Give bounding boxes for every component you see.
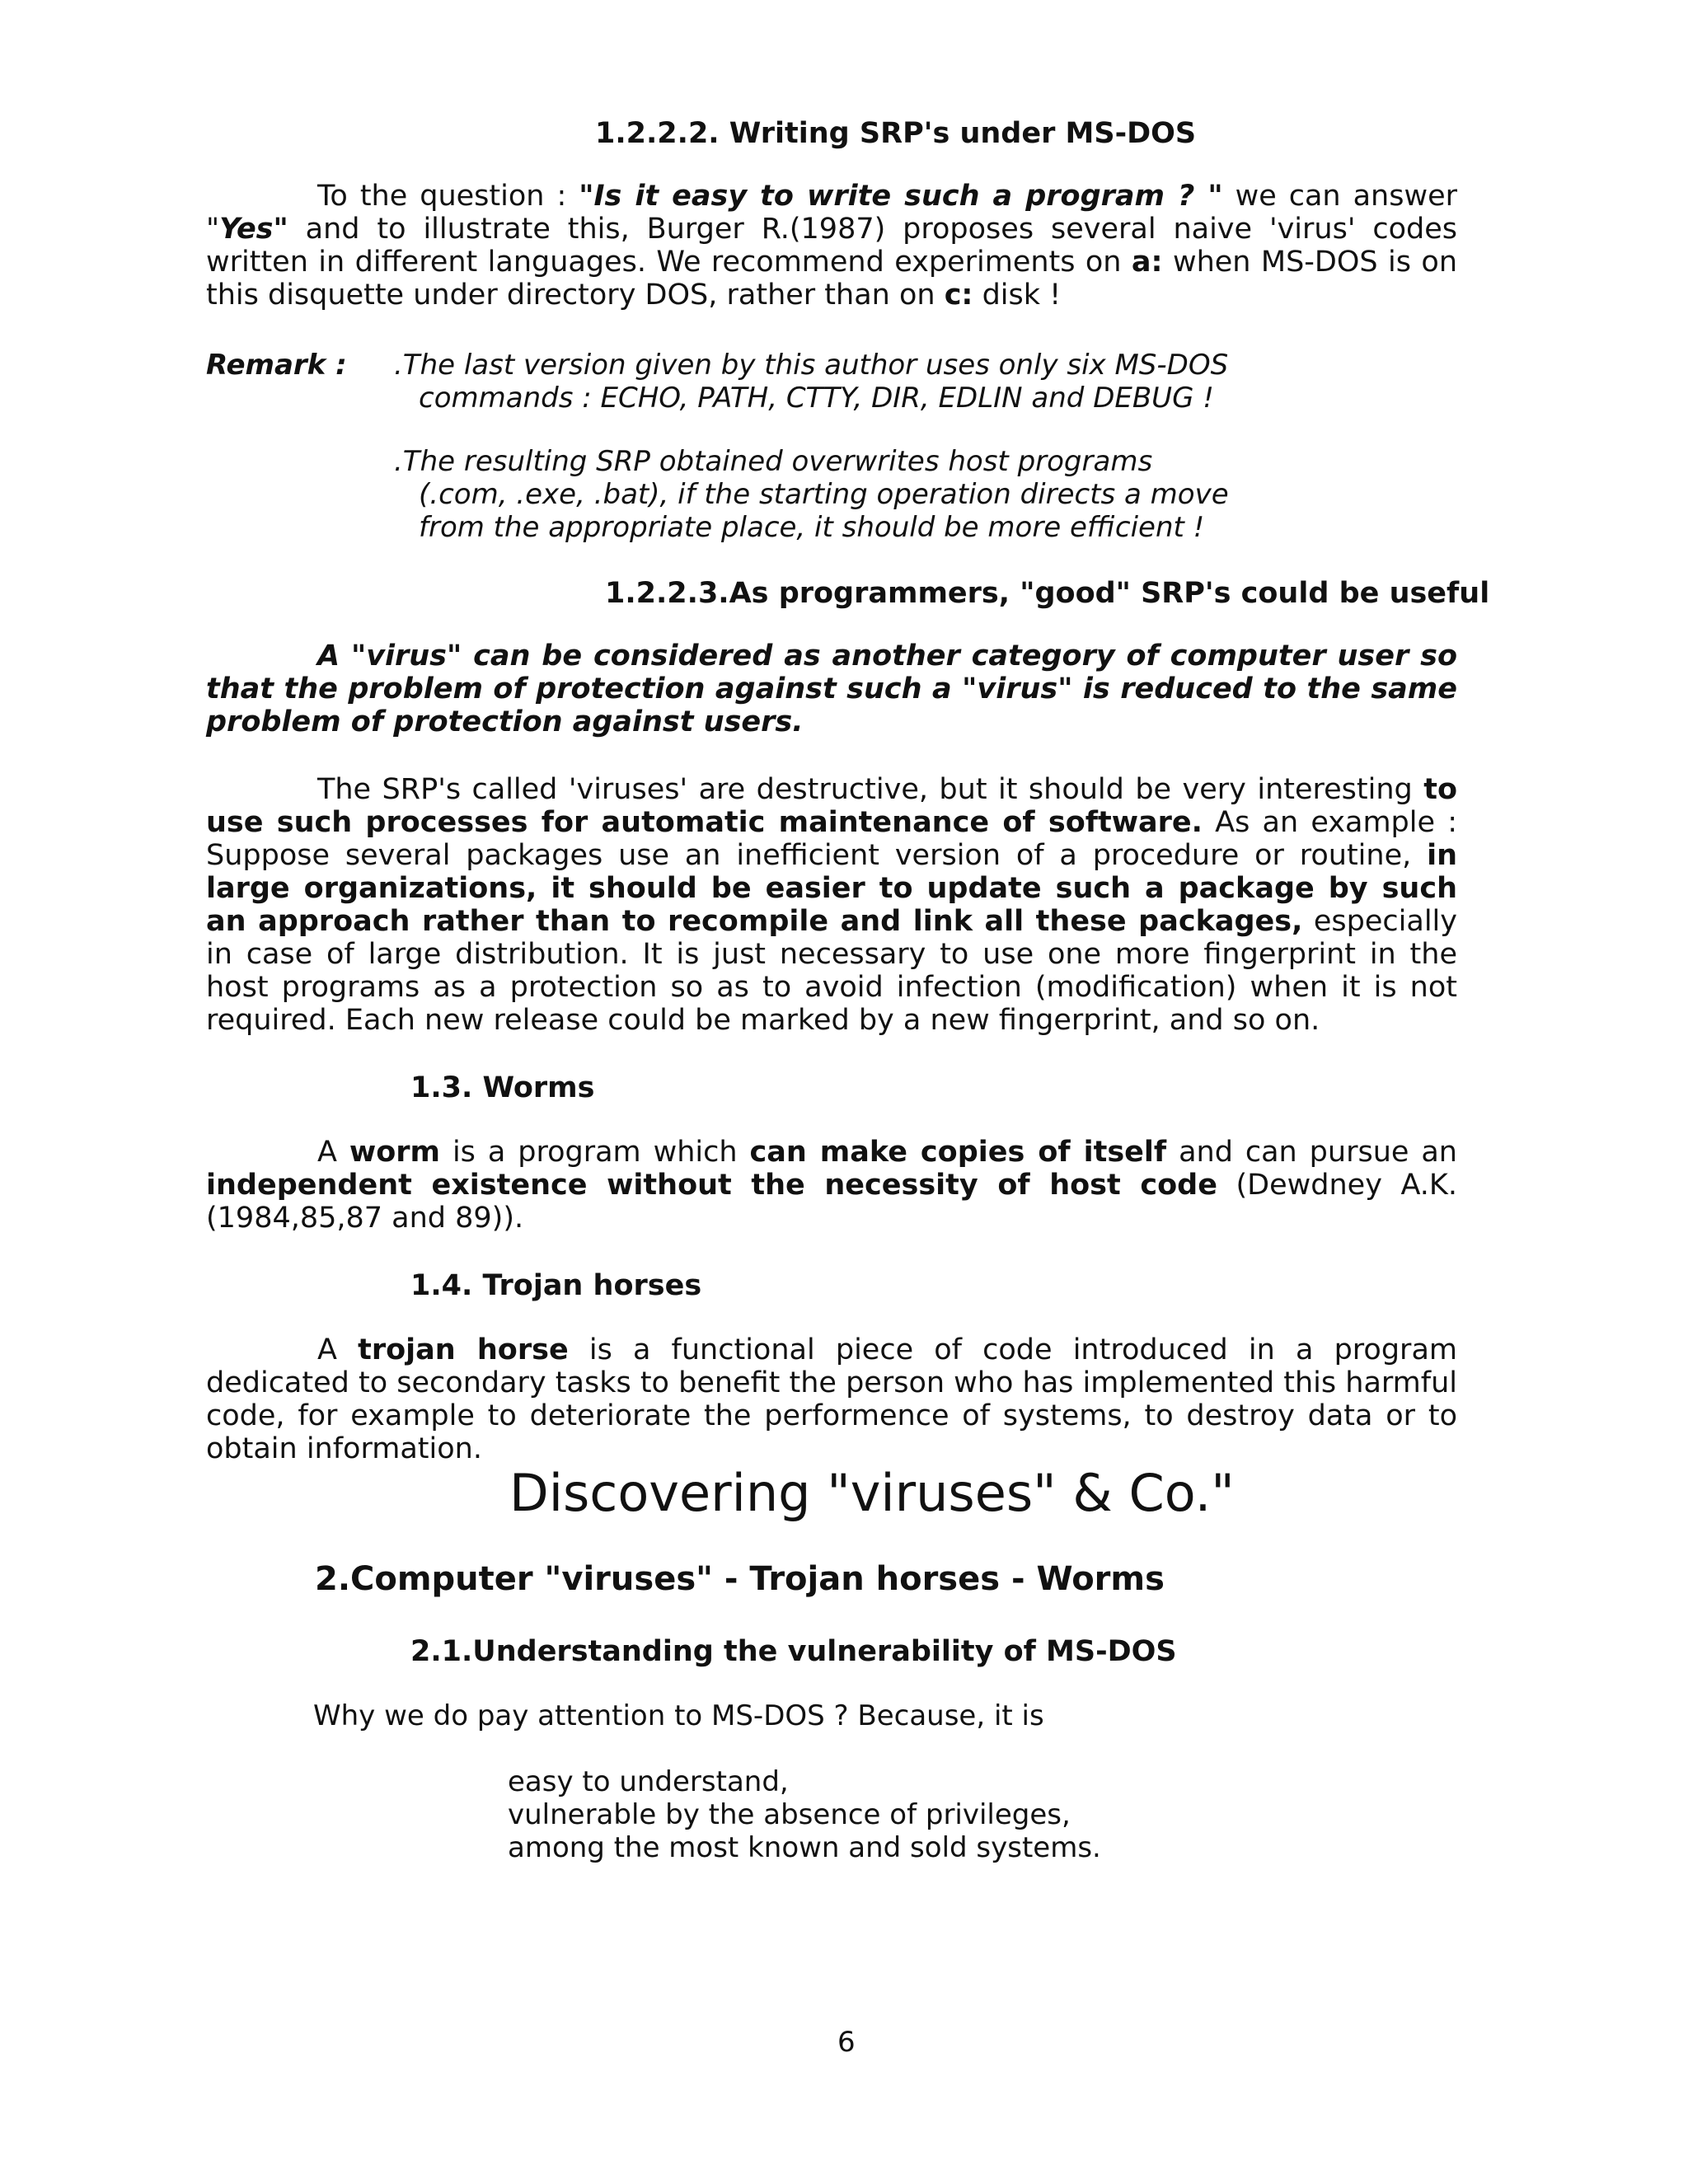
text-run: is a program which xyxy=(440,1136,750,1169)
text-run: The SRP's called 'viruses' are destructive, but it should be very interesting xyxy=(317,773,1424,806)
text-run-bold: trojan horse xyxy=(358,1333,569,1366)
text-run: and to illustrate this, Burger R.(1987) proposes several naive 'virus' codes written in different languages. We recommend experiments on xyxy=(206,213,1457,279)
remark-label: Remark : xyxy=(206,349,347,382)
text-run: As an example : Suppose several packages use an inefficient version of a procedure or routine, xyxy=(206,806,1458,872)
text-run: A xyxy=(317,1136,349,1169)
text-run: especially in case of large distribution. It is just necessary to use one more fingerprint in the host programs as a protection so as to avoid infection (modification) when it is not required. Each new release could be marked by a new fingerprint, and so on. xyxy=(206,905,1457,1037)
text-run-yes: Yes" xyxy=(219,213,288,246)
remark-line: commands : ECHO, PATH, CTTY, DIR, EDLIN and DEBUG ! xyxy=(419,382,1214,415)
text-run: (Dewdney A.K. (1984,85,87 and 89)). xyxy=(206,1169,1457,1235)
text-run: we can answer " xyxy=(206,180,1458,246)
text-run-question: "Is it easy to write such a program ? " xyxy=(579,180,1223,213)
section-heading-2: 2.Computer "viruses" - Trojan horses - Worms xyxy=(315,1560,1165,1598)
list-item: among the most known and sold systems. xyxy=(508,1831,1101,1864)
list-item: vulnerable by the absence of privileges, xyxy=(508,1798,1071,1831)
text-run-drive-c: c: xyxy=(944,279,973,312)
paragraph-easy-to-write xyxy=(206,180,1457,312)
remark-line: (.com, .exe, .bat), if the starting operation directs a move xyxy=(419,478,1229,511)
text-run: A xyxy=(317,1333,359,1366)
list-item: easy to understand, xyxy=(508,1765,789,1798)
text-run-bold: to use such processes for automatic maintenance of software. xyxy=(206,773,1457,839)
remark-line: .The last version given by this author uses only six MS-DOS xyxy=(394,349,1229,382)
section-heading-2-1: 2.1.Understanding the vulnerability of MS-DOS xyxy=(410,1635,1177,1668)
text-run: when MS-DOS is on this disquette under directory DOS, rather than on xyxy=(206,246,1457,312)
section-heading-1-3: 1.3. Worms xyxy=(410,1071,595,1104)
paragraph-virus-category xyxy=(206,640,1457,738)
remark-line: from the appropriate place, it should be more efficient ! xyxy=(419,511,1205,544)
paragraph-trojan-horses xyxy=(206,1333,1457,1465)
text-run-drive-a: a: xyxy=(1131,246,1163,279)
paragraph-good-srps xyxy=(206,773,1457,1037)
text-run-bold: independent existence without the necessity of host code xyxy=(206,1169,1217,1202)
chapter-title: Discovering "viruses" & Co." xyxy=(509,1463,1235,1523)
intro-line: Why we do pay attention to MS-DOS ? Because, it is xyxy=(313,1699,1044,1732)
text-run: and can pursue an xyxy=(1166,1136,1457,1169)
text-run-bold: in large organizations, it should be easier to update such a package by such an approach rather than to recompile and link all these packages, xyxy=(206,839,1457,938)
remark-line: .The resulting SRP obtained overwrites host programs xyxy=(394,445,1153,478)
page-number: 6 xyxy=(837,2026,856,2059)
text-run-bold: can make copies of itself xyxy=(749,1136,1167,1169)
text-run-bold: worm xyxy=(349,1136,441,1169)
text-run: is a functional piece of code introduced in a program dedicated to secondary tasks to benefit the person who has implemented this harmful code, for example to deteriorate the performence of systems, to destroy data or to obtain information. xyxy=(206,1333,1457,1465)
text-run: A "virus" can be considered as another category of computer user so that the problem of protection against such a "virus" is reduced to the same problem of protection against users. xyxy=(206,640,1457,738)
text-run: To the question : xyxy=(317,180,579,213)
paragraph-worms xyxy=(206,1136,1457,1235)
section-heading-1-4: 1.4. Trojan horses xyxy=(410,1269,702,1302)
section-heading-1-2-2-2: 1.2.2.2. Writing SRP's under MS-DOS xyxy=(595,117,1197,150)
text-run: disk ! xyxy=(973,279,1062,312)
section-heading-1-2-2-3: 1.2.2.3.As programmers, "good" SRP's could be useful xyxy=(605,577,1490,610)
